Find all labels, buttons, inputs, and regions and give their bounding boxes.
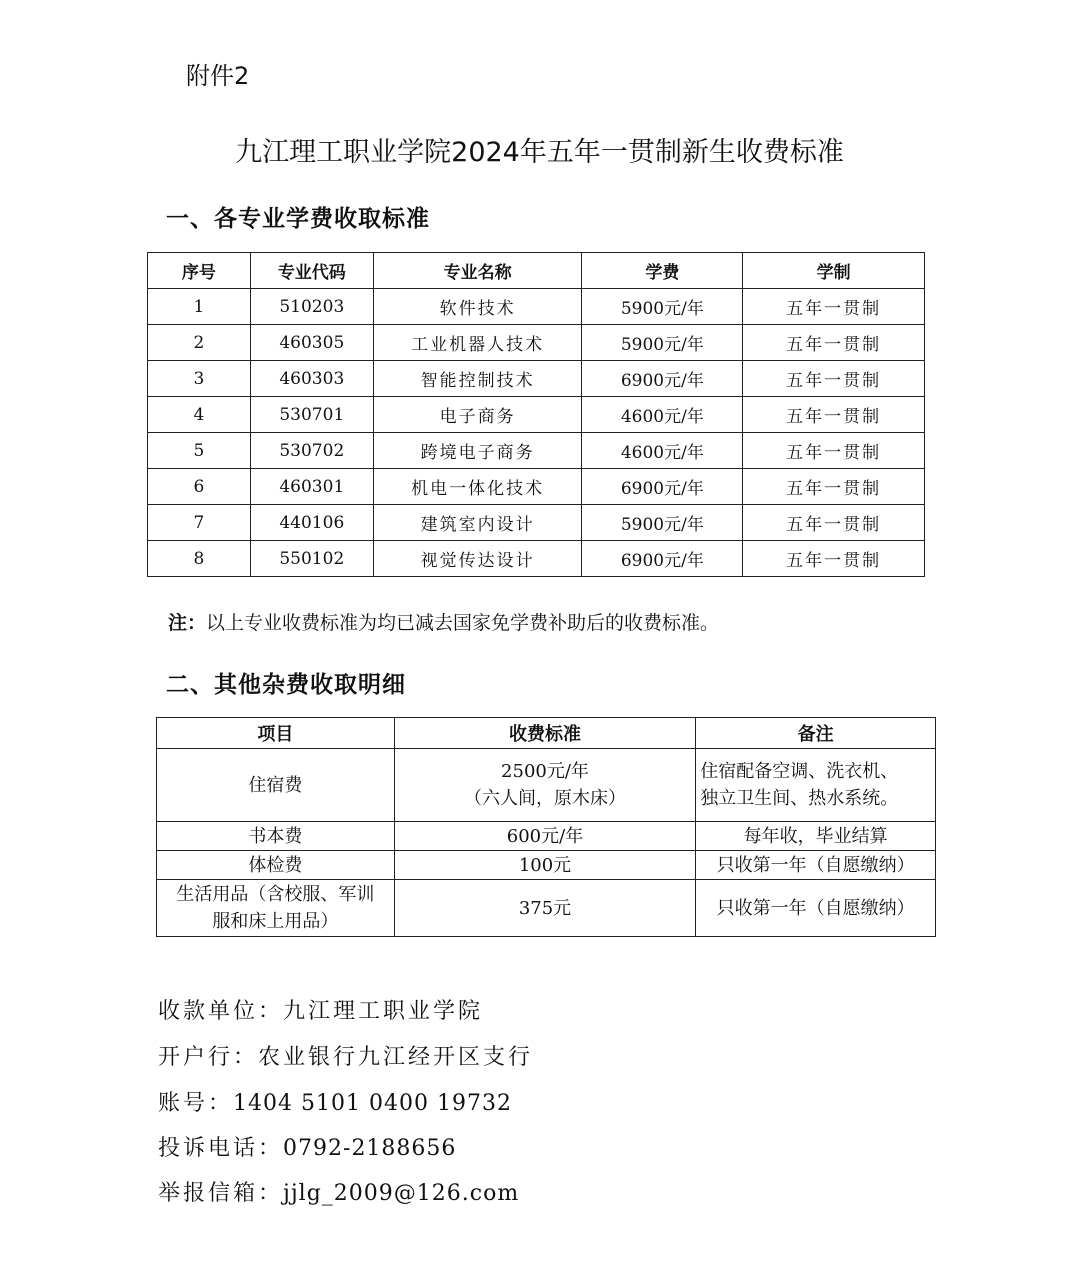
cell-duration: 五年一贯制 (743, 325, 925, 361)
cell-tuition: 4600元/年 (582, 433, 743, 469)
table-row (148, 361, 925, 397)
cell-fee (394, 749, 696, 822)
complaint-phone: 0792-2188656 (283, 1136, 457, 1161)
cell-code: 550102 (250, 541, 373, 577)
fee-line: 2500元/年 (501, 761, 589, 782)
cell-remark (696, 749, 936, 822)
cell-code: 510203 (250, 289, 373, 325)
cell-major: 电子商务 (373, 397, 582, 433)
cell-tuition: 6900元/年 (582, 541, 743, 577)
cell-major: 跨境电子商务 (373, 433, 582, 469)
cell-major: 工业机器人技术 (373, 325, 582, 361)
cell-code: 440106 (250, 505, 373, 541)
cell-code: 460305 (250, 325, 373, 361)
cell-major: 建筑室内设计 (373, 505, 582, 541)
report-line (158, 1176, 519, 1207)
payee-label: 收款单位： (158, 999, 284, 1024)
cell-code: 460303 (250, 361, 373, 397)
header-fee: 收费标准 (394, 718, 696, 749)
table-row (148, 397, 925, 433)
table-row (148, 289, 925, 325)
cell-index: 3 (148, 361, 251, 397)
table-row (148, 325, 925, 361)
table-row (157, 851, 936, 880)
cell-item (157, 880, 395, 937)
complaint-label: 投诉电话： (158, 1136, 284, 1161)
cell-item: 住宿费 (157, 749, 395, 822)
cell-index: 4 (148, 397, 251, 433)
cell-remark: 只收第一年（自愿缴纳） (696, 851, 936, 880)
cell-remark: 只收第一年（自愿缴纳） (696, 880, 936, 937)
bank-value: 农业银行九江经开区支行 (258, 1045, 534, 1070)
header-major: 专业名称 (373, 253, 582, 289)
payee-line (158, 994, 483, 1025)
section2-heading: 二、其他杂费收取明细 (166, 672, 406, 698)
cell-major: 视觉传达设计 (373, 541, 582, 577)
cell-index: 7 (148, 505, 251, 541)
cell-index: 5 (148, 433, 251, 469)
cell-fee: 600元/年 (394, 822, 696, 851)
cell-item: 书本费 (157, 822, 395, 851)
table-row (148, 505, 925, 541)
item-line: 生活用品（含校服、军训 (176, 884, 375, 905)
cell-fee: 100元 (394, 851, 696, 880)
note-text: 以上专业收费标准为均已减去国家免学费补助后的收费标准。 (206, 612, 720, 634)
cell-index: 8 (148, 541, 251, 577)
tuition-table (147, 252, 925, 577)
cell-code: 530701 (250, 397, 373, 433)
cell-duration: 五年一贯制 (743, 505, 925, 541)
fee-detail: （六人间，原木床） (463, 788, 626, 809)
cell-remark: 每年收，毕业结算 (696, 822, 936, 851)
item-line: 服和床上用品） (212, 911, 339, 932)
remark-line: 独立卫生间、热水系统。 (700, 788, 899, 809)
table-row (148, 541, 925, 577)
table-row (157, 749, 936, 822)
cell-tuition: 5900元/年 (582, 289, 743, 325)
cell-item: 体检费 (157, 851, 395, 880)
cell-index: 2 (148, 325, 251, 361)
tuition-table-header (148, 253, 925, 289)
header-index: 序号 (148, 253, 251, 289)
account-line (158, 1086, 512, 1117)
header-item: 项目 (157, 718, 395, 749)
cell-index: 6 (148, 469, 251, 505)
cell-duration: 五年一贯制 (743, 469, 925, 505)
cell-tuition: 4600元/年 (582, 397, 743, 433)
page-title: 九江理工职业学院2024年五年一贯制新生收费标准 (235, 137, 844, 168)
attachment-label: 附件2 (186, 62, 250, 90)
cell-duration: 五年一贯制 (743, 289, 925, 325)
cell-fee: 375元 (394, 880, 696, 937)
account-label: 账号： (158, 1091, 234, 1116)
cell-tuition: 6900元/年 (582, 361, 743, 397)
cell-tuition: 6900元/年 (582, 469, 743, 505)
table-row (157, 880, 936, 937)
table-row (157, 822, 936, 851)
section1-heading: 一、各专业学费收取标准 (166, 206, 430, 232)
cell-code: 530702 (250, 433, 373, 469)
cell-duration: 五年一贯制 (743, 397, 925, 433)
bank-line (158, 1040, 533, 1071)
cell-index: 1 (148, 289, 251, 325)
header-code: 专业代码 (250, 253, 373, 289)
complaint-line (158, 1131, 456, 1162)
report-email: jjlg_2009@126.com (283, 1181, 520, 1206)
account-value: 1404 5101 0400 19732 (233, 1091, 512, 1116)
header-remark: 备注 (696, 718, 936, 749)
cell-duration: 五年一贯制 (743, 433, 925, 469)
cell-tuition: 5900元/年 (582, 325, 743, 361)
payee-value: 九江理工职业学院 (283, 999, 484, 1024)
bank-label: 开户行： (158, 1045, 259, 1070)
misc-fee-table (156, 717, 936, 937)
cell-duration: 五年一贯制 (743, 541, 925, 577)
cell-duration: 五年一贯制 (743, 361, 925, 397)
header-duration: 学制 (743, 253, 925, 289)
cell-code: 460301 (250, 469, 373, 505)
report-label: 举报信箱： (158, 1181, 284, 1206)
cell-major: 智能控制技术 (373, 361, 582, 397)
remark-line: 住宿配备空调、洗衣机、 (700, 761, 899, 782)
tuition-note (168, 608, 719, 635)
table-row (148, 433, 925, 469)
misc-fee-table-header (157, 718, 936, 749)
table-row (148, 469, 925, 505)
header-tuition: 学费 (582, 253, 743, 289)
note-label: 注： (168, 612, 207, 634)
cell-major: 软件技术 (373, 289, 582, 325)
cell-tuition: 5900元/年 (582, 505, 743, 541)
cell-major: 机电一体化技术 (373, 469, 582, 505)
